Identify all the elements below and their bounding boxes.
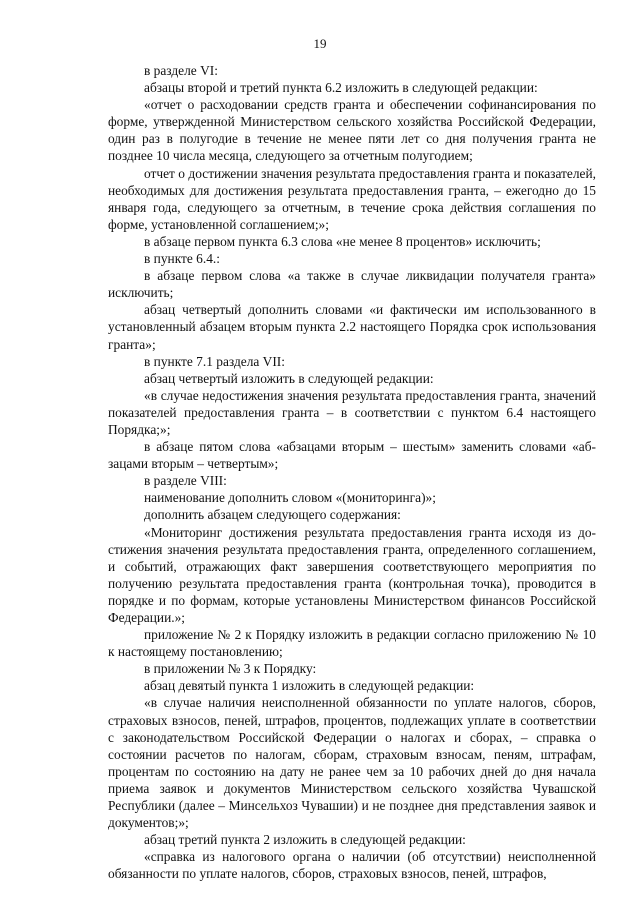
paragraph: «Мониторинг достижения результата предоставления гранта исходя из достижения значения результата предоставления гранта, определенного соглашением, и событий, отражающих факт завершения соответствующего мероприятия по получению результата предоставления гранта (контрольная точка), проводится в порядке и по формам, которые установлены Министерством финансов Российской Федерации.»; xyxy=(108,524,596,625)
paragraph: дополнить абзацем следующего содержания: xyxy=(144,507,401,523)
paragraph: отчет о достижении значения результата предоставления гранта и показателей, необходимых для достижения результата предоставления гранта, – ежегодно до 15 января года, следующего за отчетным, в течение срока действия соглашения по форме, установленной соглашением;»; xyxy=(108,165,596,232)
paragraph: абзац четвертый изложить в следующей редакции: xyxy=(144,370,434,386)
paragraph: абзацы второй и третий пункта 6.2 изложить в следующей редакции: xyxy=(144,80,538,96)
paragraph: в пункте 7.1 раздела VII: xyxy=(144,353,285,369)
document-body xyxy=(108,62,596,883)
paragraph: наименование дополнить словом «(мониторинга)»; xyxy=(144,490,436,506)
paragraph: «в случае недостижения значения результата предоставления гранта, значений показателей предоставления гранта – в соответствии с пунктом 6.4 настоящего Порядка;»; xyxy=(108,387,596,437)
paragraph: в пункте 6.4.: xyxy=(144,251,220,267)
paragraph: «в случае наличия неисполненной обязанности по уплате налогов, сборов, страховых взносов, пеней, штрафов, процентов, подлежащих уплате в соответствии с законодательством Российской Федерации о налогах и сборах, – справка о состоянии расчетов по налогам, сборам, страховым взносам, пеням, штрафам, процентам по состоянию на дату не ранее чем за 10 рабочих дней до дня начала приема заявок и документов Министерством сельского хозяйства Чувашской Республики (далее – Минсельхоз Чувашии) и не позднее дня представления заявок и документов;»; xyxy=(108,695,596,831)
paragraph: в абзаце первом пункта 6.3 слова «не менее 8 процентов» исключить; xyxy=(144,233,541,249)
paragraph: приложение № 2 к Порядку изложить в редакции согласно приложению № 10 к настоящему постановлению; xyxy=(108,627,596,660)
paragraph: «справка из налогового органа о наличии (об отсутствии) неисполненной обязанности по уплате налогов, сборов, страховых взносов, пеней, штрафов, xyxy=(108,849,596,882)
paragraph: в разделе VIII: xyxy=(144,473,227,489)
paragraph: в абзаце первом слова «а также в случае ликвидации получателя гранта» исключить; xyxy=(108,268,596,301)
page-number: 19 xyxy=(313,36,327,51)
paragraph: в разделе VI: xyxy=(144,63,218,78)
paragraph: абзац четвертый дополнить словами «и фактически им использованного в установленный абзацем вторым пункта 2.2 настоящего Порядка срок использования гранта»; xyxy=(108,302,596,352)
paragraph: абзац девятый пункта 1 изложить в следующей редакции: xyxy=(144,678,475,694)
paragraph: в приложении № 3 к Порядку: xyxy=(144,661,317,677)
paragraph: «отчет о расходовании средств гранта и обеспечении софинансирования по форме, утвержденной Министерством сельского хозяйства Российской Федерации, один раз в полугодие в течение не менее пяти лет со дня получения гранта не позднее 10 числа месяца, следующего за отчетным полугодием; xyxy=(108,97,596,164)
paragraph: в абзаце пятом слова «абзацами вторым – шестым» заменить словами «абзацами вторым – четвертым»; xyxy=(108,439,596,472)
paragraph: абзац третий пункта 2 изложить в следующей редакции: xyxy=(144,832,466,848)
